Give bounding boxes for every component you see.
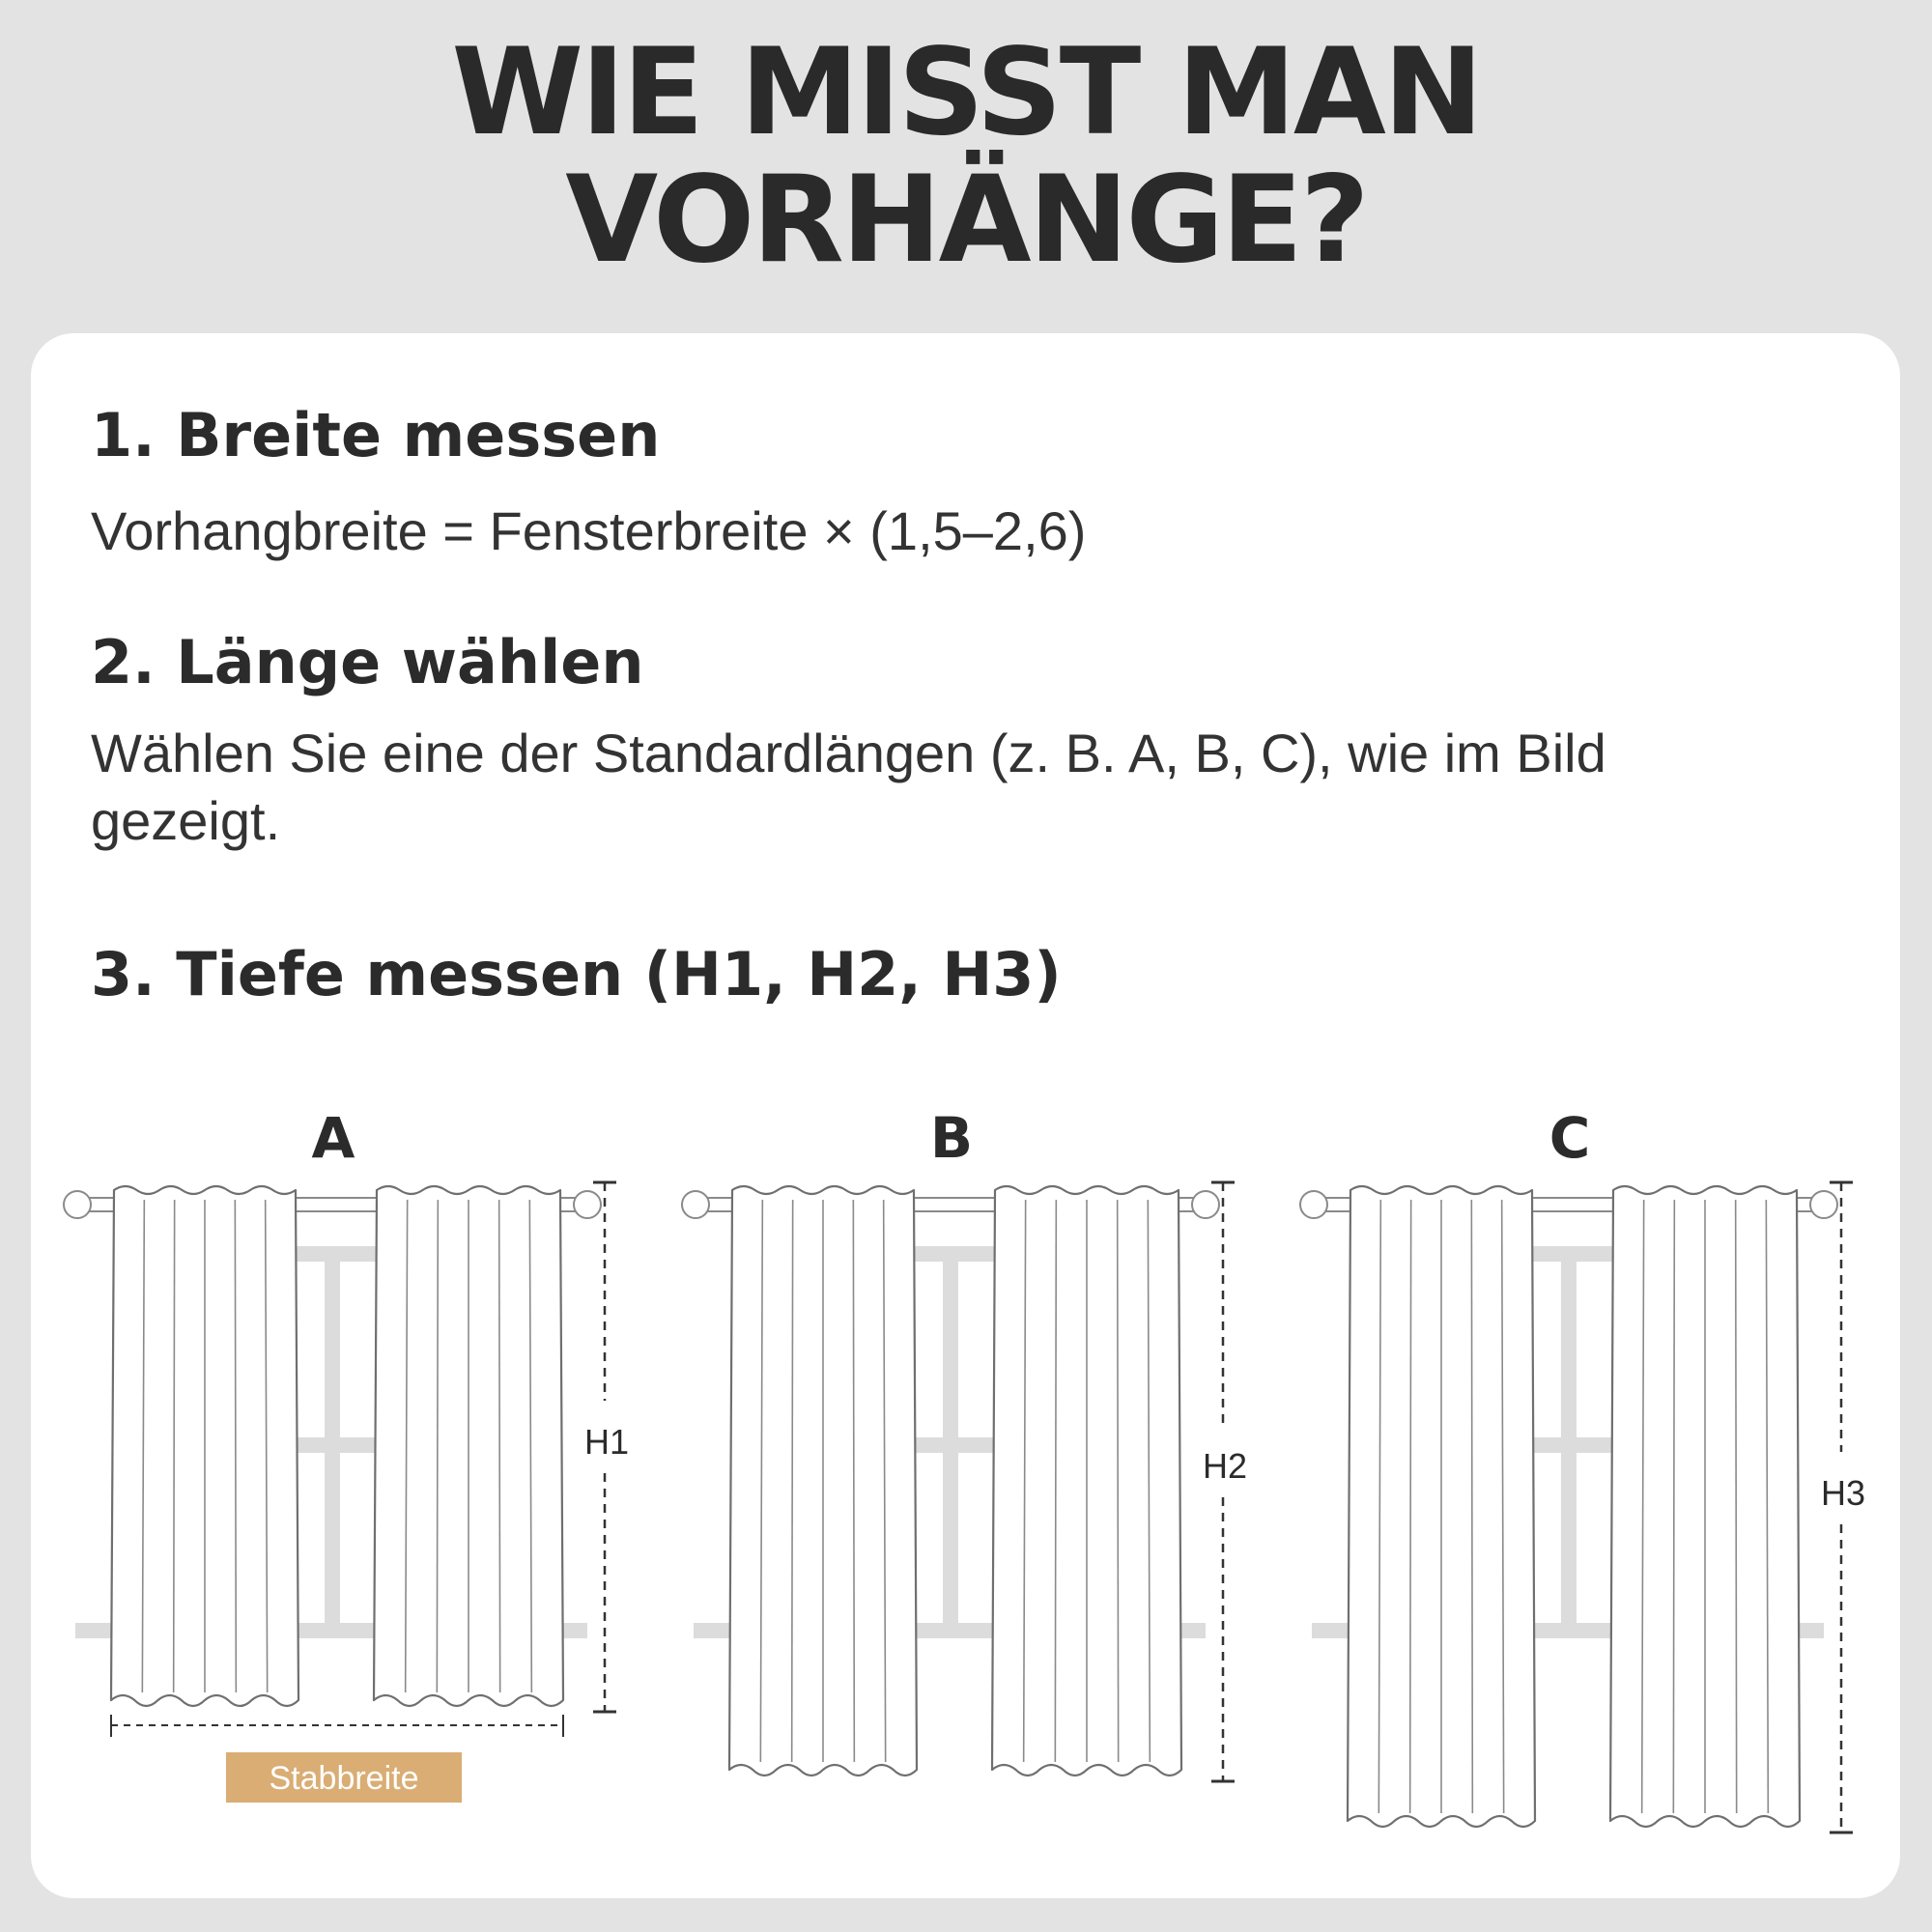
window-mullion [1561, 1246, 1577, 1633]
rod-finial-left [1300, 1191, 1327, 1218]
rod-finial-left [64, 1191, 91, 1218]
step-1-text: Vorhangbreite = Fensterbreite × (1,5–2,6) [91, 500, 1087, 561]
curtain-fold-line [499, 1200, 500, 1692]
rod-finial-right [574, 1191, 601, 1218]
diagram-label: A [311, 1105, 355, 1171]
step-3-heading: 3. Tiefe messen (H1, H2, H3) [91, 939, 1062, 1009]
curtain-fold-line [792, 1200, 793, 1762]
curtain-fold-line [174, 1200, 175, 1692]
curtain-fold-line [437, 1200, 438, 1692]
rod-finial-right [1192, 1191, 1219, 1218]
measure-label: H3 [1820, 1473, 1866, 1513]
curtain-fold-line [1673, 1200, 1674, 1813]
curtain-fold-line [1471, 1200, 1472, 1813]
curtain-fold-line [235, 1200, 236, 1692]
title-line-1: WIE MISST MAN [451, 23, 1481, 162]
rod-finial-right [1810, 1191, 1837, 1218]
diagram-a [64, 1105, 629, 1803]
step-2-text: Wählen Sie eine der Standardlängen (z. B. A, B, C), wie im Bild gezeigt. [91, 723, 1606, 851]
diagram-b [682, 1105, 1247, 1781]
diagram-label: B [929, 1105, 974, 1171]
measure-label: H2 [1202, 1446, 1248, 1486]
step-1-heading: 1. Breite messen [91, 400, 661, 470]
window-mullion [943, 1246, 958, 1633]
curtain-fold-line [1055, 1200, 1056, 1762]
step-2-heading: 2. Länge wählen [91, 627, 644, 697]
curtain-fold-line [1118, 1200, 1119, 1762]
curtain-fold-line [853, 1200, 854, 1762]
rod-width-label: Stabbreite [269, 1760, 419, 1797]
diagram-label: C [1548, 1105, 1591, 1171]
rod-finial-left [682, 1191, 709, 1218]
diagram-c [1300, 1105, 1865, 1833]
window-mullion [325, 1246, 340, 1633]
curtain-fold-line [1410, 1200, 1411, 1813]
measure-label: H1 [583, 1422, 630, 1462]
curtain-fold-line [1736, 1200, 1737, 1813]
title-line-2: VORHÄNGE? [565, 151, 1367, 290]
